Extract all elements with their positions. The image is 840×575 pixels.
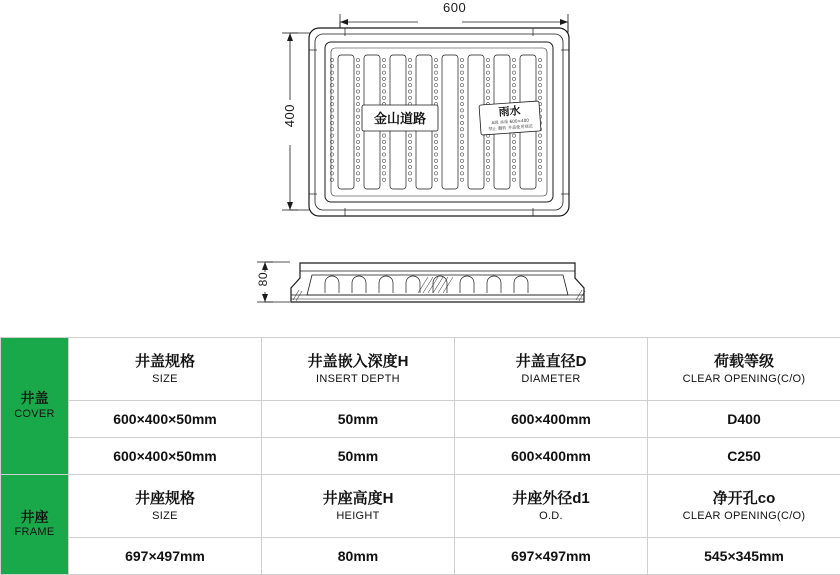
col-header-cover-load-class-cn: 荷载等级 [650,352,838,372]
svg-text:A级 承重 600×400: A级 承重 600×400 [491,117,529,127]
table-row-frame-header [1,475,840,538]
cell-frame-size-1: 697×497mm [69,538,262,575]
row-header-cover [1,338,69,475]
dimension-label-side-height: 80 [256,272,270,286]
row-header-frame-cn: 井座 [1,509,68,527]
cell-cover-load-1: D400 [648,401,840,438]
cell-cover-diameter-1: 600×400mm [455,401,648,438]
col-header-cover-diameter-cn: 井盖直径D [457,352,645,372]
cell-cover-diameter-2: 600×400mm [455,438,648,475]
cell-frame-clear-opening-1: 545×345mm [648,538,840,575]
col-header-frame-clear-opening-en: CLEAR OPENING(C/O) [650,509,838,523]
col-header-frame-size [69,475,262,538]
cover-text-plate-center [479,101,541,135]
cell-cover-depth-2: 50mm [262,438,455,475]
cell-cover-load-2: C250 [648,438,840,475]
col-header-frame-size-cn: 井座规格 [71,489,259,509]
table-row [1,401,840,438]
col-header-frame-height-cn: 井座高度H [264,489,452,509]
dimension-label-width: 600 [443,0,466,15]
row-header-cover-en: COVER [1,408,68,422]
cell-cover-depth-1: 50mm [262,401,455,438]
col-header-cover-size-cn: 井盖规格 [71,352,259,372]
dimension-label-height: 400 [282,104,297,127]
cell-frame-height-1: 80mm [262,538,455,575]
col-header-cover-diameter-en: DIAMETER [457,372,645,386]
col-header-cover-insert-depth-cn: 井盖嵌入深度H [264,352,452,372]
svg-text:金山道路: 金山道路 [374,111,426,127]
cell-frame-od-1: 697×497mm [455,538,648,575]
svg-text:禁止 翻转 井盖使用规范: 禁止 翻转 井盖使用规范 [488,122,533,132]
col-header-cover-load-class-en: CLEAR OPENING(C/O) [650,372,838,386]
col-header-frame-clear-opening-cn: 净开孔co [650,489,838,509]
col-header-frame-height [262,475,455,538]
row-header-cover-cn: 井盖 [1,390,68,408]
cover-text-plate-left [362,105,438,131]
cell-cover-size-2: 600×400×50mm [69,438,262,475]
row-header-frame-en: FRAME [1,526,68,540]
col-header-frame-height-en: HEIGHT [264,509,452,523]
col-header-cover-size [69,338,262,401]
col-header-frame-od-cn: 井座外径d1 [457,489,645,509]
specification-table [0,337,840,575]
col-header-cover-diameter [455,338,648,401]
col-header-frame-od-en: O.D. [457,509,645,523]
table-row-cover-header [1,338,840,401]
cover-side-section [291,263,585,302]
col-header-cover-insert-depth-en: INSERT DEPTH [264,372,452,386]
table-row [1,538,840,575]
col-header-frame-od [455,475,648,538]
cell-cover-size-1: 600×400×50mm [69,401,262,438]
svg-text:雨水: 雨水 [498,103,521,119]
row-header-frame [1,475,69,575]
table-row [1,438,840,475]
col-header-frame-clear-opening [648,475,840,538]
col-header-cover-insert-depth [262,338,455,401]
col-header-cover-size-en: SIZE [71,372,259,386]
col-header-cover-load-class [648,338,840,401]
col-header-frame-size-en: SIZE [71,509,259,523]
